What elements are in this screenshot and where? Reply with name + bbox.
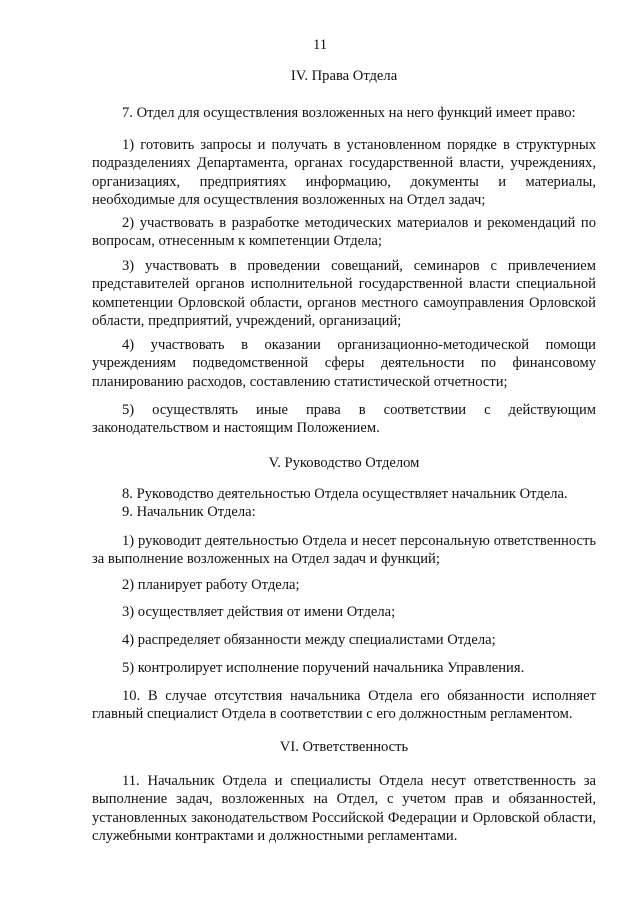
page-number: 11 [312, 37, 328, 53]
section-iv-intro: 7. Отдел для осуществления возложенных на него функций имеет право: [122, 105, 576, 121]
rights-item-4: 4) участвовать в оказании организационно-методической помощи учреждениям подведомственной сферы деятельности по финансовому планированию расходов, составлению статистической отчетности; [92, 337, 596, 390]
head-duty-1: 1) руководит деятельностью Отдела и несет персональную ответственность за выполнение возложенных на Отдел задач и функций; [92, 533, 596, 568]
paragraph-9: 9. Начальник Отдела: [122, 504, 256, 520]
section-v-heading: V. Руководство Отделом [268, 455, 420, 471]
section-iv-heading: IV. Права Отдела [290, 68, 398, 84]
rights-item-5: 5) осуществлять иные права в соответствии с действующим законодательством и настоящим Положением. [92, 402, 596, 437]
rights-item-1: 1) готовить запросы и получать в установленном порядке в структурных подразделениях Департамента, органах государственной власти, учреждениях, организациях, предприятиях информацию, документы и материалы, необходимые для осуществления возложенных на Отдел задач; [92, 137, 596, 209]
head-duty-3: 3) осуществляет действия от имени Отдела; [122, 604, 396, 620]
head-duty-5: 5) контролирует исполнение поручений начальника Управления. [122, 660, 525, 676]
paragraph-10: 10. В случае отсутствия начальника Отдела его обязанности исполняет главный специалист Отдела в соответствии с его должностным регламентом. [92, 688, 596, 723]
rights-item-2: 2) участвовать в разработке методических материалов и рекомендаций по вопросам, отнесенным к компетенции Отдела; [92, 215, 596, 250]
paragraph-8: 8. Руководство деятельностью Отдела осуществляет начальник Отдела. [122, 486, 568, 502]
section-vi-heading: VI. Ответственность [279, 739, 409, 755]
rights-item-3: 3) участвовать в проведении совещаний, семинаров с привлечением представителей органов исполнительной государственной власти специальной компетенции Орловской области, органов местного самоуправления Орловской области, предприятий, учреждений, организаций; [92, 258, 596, 330]
head-duty-4: 4) распределяет обязанности между специалистами Отдела; [122, 632, 496, 648]
paragraph-11: 11. Начальник Отдела и специалисты Отдела несут ответственность за выполнение задач, возложенных на Отдел, с учетом прав и обязанностей, установленных законодательством Российской Федерации и Орловской области, служебными контрактами и должностными регламентами. [92, 773, 596, 845]
head-duty-2: 2) планирует работу Отдела; [122, 577, 300, 593]
